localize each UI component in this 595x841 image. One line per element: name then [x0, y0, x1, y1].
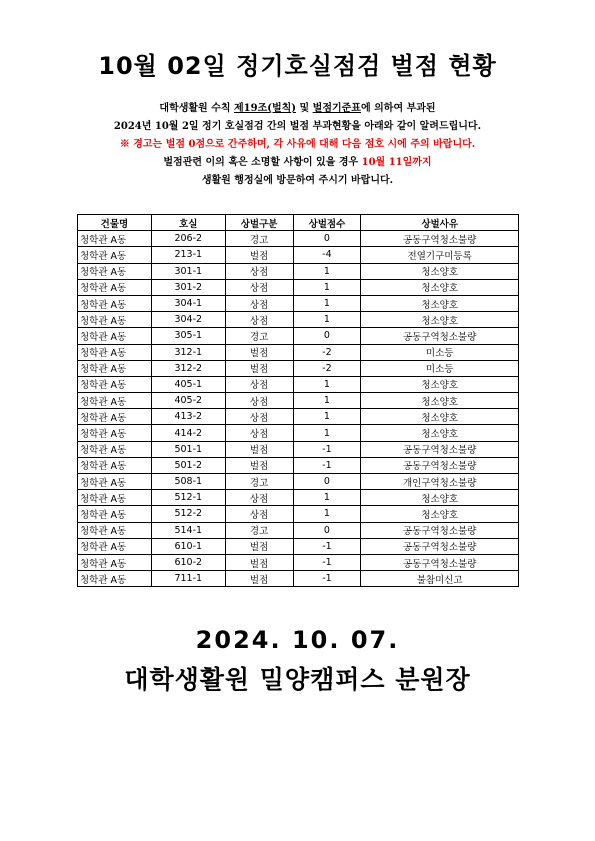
type-cell: 상점 — [225, 506, 293, 522]
points-cell: 1 — [293, 263, 361, 279]
type-cell: 벌점 — [225, 344, 293, 360]
type-cell: 상점 — [225, 425, 293, 441]
room-cell: 512-1 — [151, 490, 225, 506]
table-row — [78, 312, 519, 328]
table-row — [78, 360, 519, 376]
table-row — [78, 522, 519, 538]
points-cell: 0 — [293, 328, 361, 344]
reason-cell: 전열기구미등록 — [361, 247, 519, 263]
building-cell: 청학관 A동 — [78, 571, 152, 587]
building-cell: 청학관 A동 — [78, 376, 152, 392]
type-cell: 벌점 — [225, 457, 293, 473]
type-cell: 상점 — [225, 409, 293, 425]
building-cell: 청학관 A동 — [78, 441, 152, 457]
room-cell: 301-2 — [151, 279, 225, 295]
room-cell: 512-2 — [151, 506, 225, 522]
reason-cell: 미소등 — [361, 360, 519, 376]
building-cell: 청학관 A동 — [78, 328, 152, 344]
type-cell: 상점 — [225, 295, 293, 311]
building-cell: 청학관 A동 — [78, 295, 152, 311]
reason-cell: 공동구역청소불량 — [361, 538, 519, 554]
type-cell: 경고 — [225, 474, 293, 490]
header-reason: 상벌사유 — [361, 215, 519, 231]
points-cell: 1 — [293, 425, 361, 441]
room-cell: 508-1 — [151, 474, 225, 490]
table-row — [78, 571, 519, 587]
points-cell: -1 — [293, 441, 361, 457]
table-row — [78, 441, 519, 457]
type-cell: 벌점 — [225, 554, 293, 570]
header-building: 건물명 — [78, 215, 152, 231]
room-cell: 413-2 — [151, 409, 225, 425]
room-cell: 514-1 — [151, 522, 225, 538]
table-row — [78, 231, 519, 247]
reason-cell: 청소양호 — [361, 376, 519, 392]
points-cell: 0 — [293, 231, 361, 247]
warning-note: ※ 경고는 벌점 0점으로 간주하며, 각 사유에 대해 다음 점호 시에 주의 바랍니다. — [119, 139, 476, 150]
room-cell: 610-2 — [151, 554, 225, 570]
table-body — [78, 231, 519, 587]
room-cell: 501-1 — [151, 441, 225, 457]
table-row — [78, 538, 519, 554]
points-cell: -1 — [293, 571, 361, 587]
type-cell: 상점 — [225, 263, 293, 279]
points-cell: 1 — [293, 312, 361, 328]
reason-cell: 공동구역청소불량 — [361, 554, 519, 570]
reason-cell: 공동구역청소불량 — [361, 441, 519, 457]
building-cell: 청학관 A동 — [78, 425, 152, 441]
type-cell: 벌점 — [225, 571, 293, 587]
points-cell: 1 — [293, 279, 361, 295]
points-cell: -2 — [293, 360, 361, 376]
room-cell: 501-2 — [151, 457, 225, 473]
building-cell: 청학관 A동 — [78, 263, 152, 279]
table-row — [78, 344, 519, 360]
reason-cell: 청소양호 — [361, 263, 519, 279]
type-cell: 경고 — [225, 231, 293, 247]
building-cell: 청학관 A동 — [78, 538, 152, 554]
deadline-text: 10월 11일까지 — [361, 157, 432, 168]
building-cell: 청학관 A동 — [78, 490, 152, 506]
table-row — [78, 409, 519, 425]
reason-cell: 불참미신고 — [361, 571, 519, 587]
reason-cell: 미소등 — [361, 344, 519, 360]
table-row — [78, 263, 519, 279]
intro-line-4: 벌점관련 이의 혹은 소명할 사항이 있을 경우 10월 11일까지 — [163, 157, 432, 168]
table-row — [78, 457, 519, 473]
room-cell: 405-1 — [151, 376, 225, 392]
points-cell: 1 — [293, 490, 361, 506]
penalty-table — [77, 214, 519, 587]
room-cell: 414-2 — [151, 425, 225, 441]
points-cell: 1 — [293, 295, 361, 311]
room-cell: 312-1 — [151, 344, 225, 360]
table-row — [78, 490, 519, 506]
room-cell: 304-1 — [151, 295, 225, 311]
reason-cell: 청소양호 — [361, 312, 519, 328]
building-cell: 청학관 A동 — [78, 393, 152, 409]
room-cell: 213-1 — [151, 247, 225, 263]
building-cell: 청학관 A동 — [78, 554, 152, 570]
building-cell: 청학관 A동 — [78, 522, 152, 538]
table-row — [78, 247, 519, 263]
room-cell: 711-1 — [151, 571, 225, 587]
reason-cell: 청소양호 — [361, 490, 519, 506]
type-cell: 상점 — [225, 279, 293, 295]
room-cell: 312-2 — [151, 360, 225, 376]
reason-cell: 공동구역청소불량 — [361, 522, 519, 538]
building-cell: 청학관 A동 — [78, 506, 152, 522]
reason-cell: 개인구역청소불량 — [361, 474, 519, 490]
room-cell: 610-1 — [151, 538, 225, 554]
points-cell: 1 — [293, 409, 361, 425]
table-row — [78, 425, 519, 441]
table-row — [78, 474, 519, 490]
penalty-criteria-ref: 벌점기준표 — [312, 103, 361, 114]
table-row — [78, 328, 519, 344]
type-cell: 경고 — [225, 328, 293, 344]
points-cell: 0 — [293, 522, 361, 538]
table-row — [78, 393, 519, 409]
building-cell: 청학관 A동 — [78, 231, 152, 247]
room-cell: 206-2 — [151, 231, 225, 247]
table-row — [78, 376, 519, 392]
building-cell: 청학관 A동 — [78, 247, 152, 263]
room-cell: 304-2 — [151, 312, 225, 328]
type-cell: 경고 — [225, 522, 293, 538]
building-cell: 청학관 A동 — [78, 409, 152, 425]
points-cell: 0 — [293, 474, 361, 490]
type-cell: 상점 — [225, 490, 293, 506]
reason-cell: 청소양호 — [361, 506, 519, 522]
building-cell: 청학관 A동 — [78, 344, 152, 360]
type-cell: 벌점 — [225, 360, 293, 376]
reason-cell: 청소양호 — [361, 409, 519, 425]
room-cell: 301-1 — [151, 263, 225, 279]
header-points: 상벌점수 — [293, 215, 361, 231]
points-cell: -1 — [293, 538, 361, 554]
page-title: 10월 02일 정기호실점검 벌점 현황 — [98, 52, 497, 80]
intro-notice — [20, 100, 575, 190]
reason-cell: 공동구역청소불량 — [361, 328, 519, 344]
room-cell: 305-1 — [151, 328, 225, 344]
intro-line-1: 대학생활원 수칙 제19조(벌칙) 및 벌점기준표에 의하여 부과된 — [159, 103, 436, 114]
reason-cell: 공동구역청소불량 — [361, 457, 519, 473]
building-cell: 청학관 A동 — [78, 457, 152, 473]
header-type: 상벌구분 — [225, 215, 293, 231]
header-room: 호실 — [151, 215, 225, 231]
building-cell: 청학관 A동 — [78, 312, 152, 328]
building-cell: 청학관 A동 — [78, 279, 152, 295]
type-cell: 상점 — [225, 376, 293, 392]
reason-cell: 청소양호 — [361, 393, 519, 409]
signer-name: 대학생활원 밀양캠퍼스 분원장 — [124, 665, 471, 694]
reason-cell: 청소양호 — [361, 279, 519, 295]
rule-article-ref: 제19조(벌칙) — [234, 103, 297, 114]
table-row — [78, 279, 519, 295]
reason-cell: 청소양호 — [361, 295, 519, 311]
points-cell: 1 — [293, 506, 361, 522]
table-row — [78, 554, 519, 570]
points-cell: 1 — [293, 393, 361, 409]
reason-cell: 공동구역청소불량 — [361, 231, 519, 247]
reason-cell: 청소양호 — [361, 425, 519, 441]
table-row — [78, 506, 519, 522]
room-cell: 405-2 — [151, 393, 225, 409]
points-cell: -2 — [293, 344, 361, 360]
points-cell: -1 — [293, 457, 361, 473]
building-cell: 청학관 A동 — [78, 360, 152, 376]
building-cell: 청학관 A동 — [78, 474, 152, 490]
type-cell: 벌점 — [225, 441, 293, 457]
table-header-row — [78, 215, 519, 231]
table-row — [78, 295, 519, 311]
points-cell: -4 — [293, 247, 361, 263]
intro-line-2: 2024년 10월 2일 정기 호실점검 간의 벌점 부과현황을 아래와 같이 알려드립니다. — [113, 121, 482, 132]
type-cell: 벌점 — [225, 247, 293, 263]
type-cell: 벌점 — [225, 538, 293, 554]
type-cell: 상점 — [225, 393, 293, 409]
points-cell: 1 — [293, 376, 361, 392]
type-cell: 상점 — [225, 312, 293, 328]
issue-date: 2024. 10. 07. — [195, 626, 400, 654]
points-cell: -1 — [293, 554, 361, 570]
intro-line-5: 생활원 행정실에 방문하여 주시기 바랍니다. — [201, 175, 394, 186]
